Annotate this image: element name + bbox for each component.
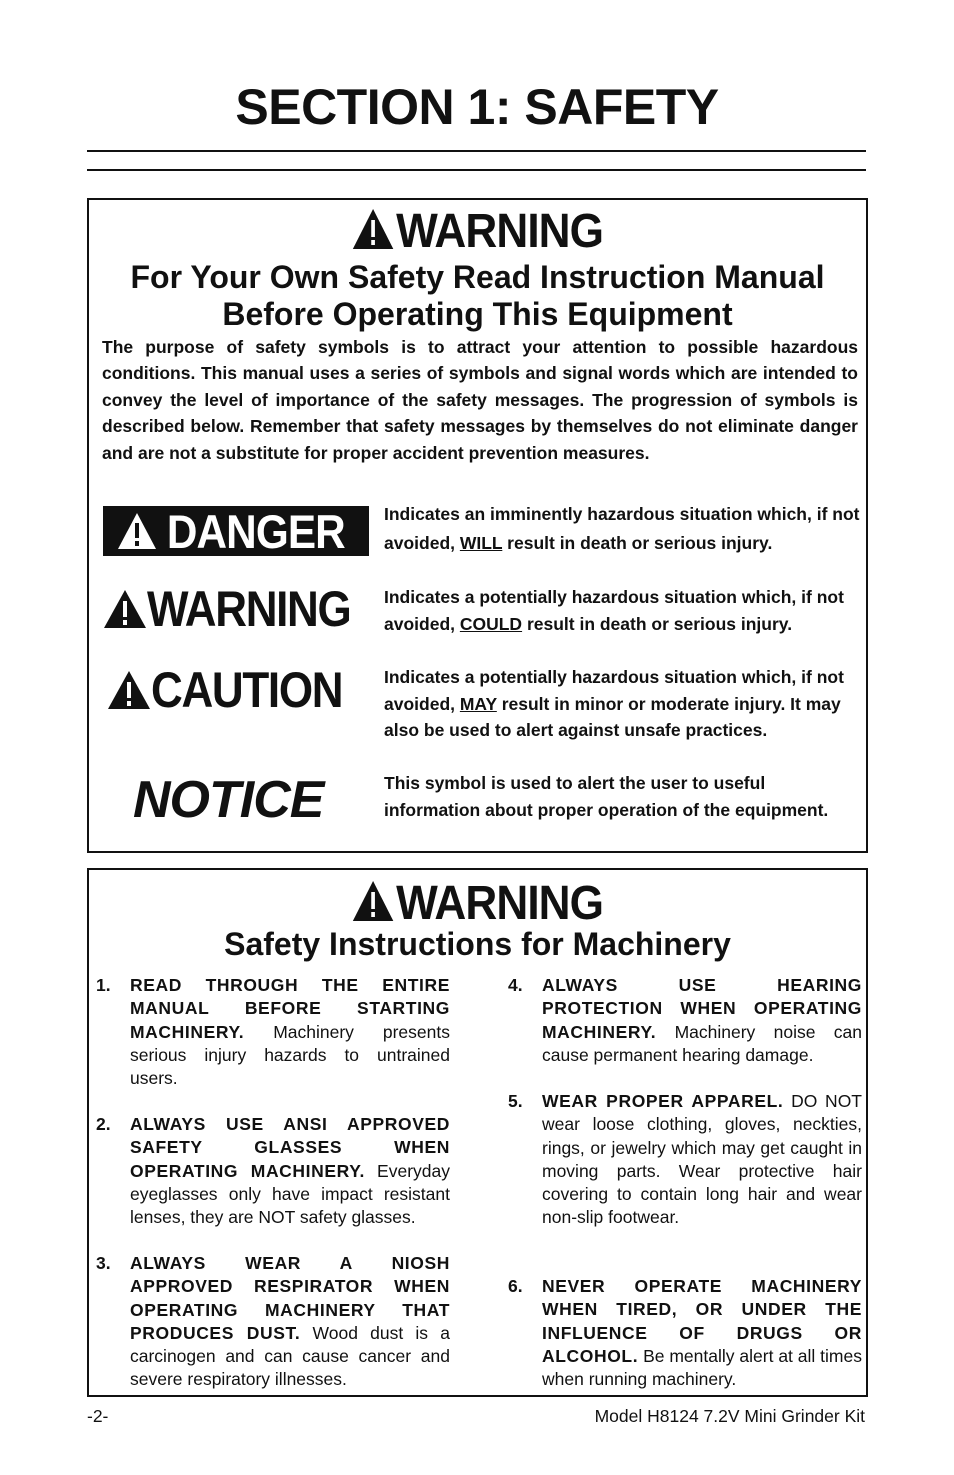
warning-signal xyxy=(103,581,378,637)
warning-label: WARNING xyxy=(147,581,351,637)
machinery-safety-box xyxy=(87,868,868,1397)
subtitle-line: Before Operating This Equipment xyxy=(222,296,733,332)
intro-paragraph: The purpose of safety symbols is to attract your attention to possible hazardous conditions. This manual uses a series of symbols and signal words which are intended to convey the level of importance of the safety messages. The progression of symbols is described below. Remember that safety messages by themselves do not eliminate danger and are not a substitute for proper accident prevention measures. xyxy=(102,337,858,463)
warning-triangle-icon xyxy=(352,207,394,262)
warning-triangle-icon xyxy=(103,589,147,629)
divider xyxy=(87,150,866,152)
warning-triangle-icon xyxy=(107,670,151,710)
danger-signal xyxy=(103,506,369,556)
box-subtitle xyxy=(89,259,866,333)
caution-label: CAUTION xyxy=(151,662,343,718)
list-item: 5. WEAR PROPER APPAREL. DO NOT wear loose clothing, gloves, neckties, rings, or jewelry which may get caught in moving parts. Wear protective hair covering to contain long hair and wear non-slip footwear. xyxy=(508,1091,862,1228)
warning-header-text: WARNING xyxy=(396,877,604,930)
divider xyxy=(87,169,866,171)
list-item: 6. NEVER OPERATE MACHINERY WHEN TIRED, OR UNDER THE INFLUENCE OF DRUGS OR ALCOHOL. Be mentally alert at all times when running machinery. xyxy=(508,1276,862,1390)
page-title: SECTION 1: SAFETY xyxy=(235,79,719,135)
notice-description: This symbol is used to alert the user to useful information about proper operation of the equipment. xyxy=(384,773,829,820)
page-number: -2- xyxy=(87,1406,109,1426)
warning-header xyxy=(120,204,835,262)
model-name: Model H8124 7.2V Mini Grinder Kit xyxy=(594,1406,865,1426)
notice-signal: NOTICE xyxy=(133,771,324,829)
caution-description: Indicates a potentially hazardous situation which, if not avoided, MAY result in minor or moderate injury. It may also be used to alert against unsafe practices. xyxy=(384,667,844,740)
list-item: 4. ALWAYS USE HEARING PROTECTION WHEN OPERATING MACHINERY. Machinery noise can cause permanent hearing damage. xyxy=(508,975,862,1065)
warning-description: Indicates a potentially hazardous situation which, if not avoided, COULD result in death or serious injury. xyxy=(384,587,844,634)
box-subtitle: Safety Instructions for Machinery xyxy=(224,926,731,962)
danger-description: Indicates an imminently hazardous situation which, if not avoided, WILL result in death or serious injury. xyxy=(384,504,860,553)
danger-label: DANGER xyxy=(167,504,345,558)
list-item: 3. ALWAYS WEAR A NIOSH APPROVED RESPIRATOR WHEN OPERATING MACHINERY THAT PRODUCES DUST. Wood dust is a carcinogen and can cause cancer and severe respiratory illnesses. xyxy=(96,1253,450,1390)
subtitle-line: For Your Own Safety Read Instruction Manual xyxy=(130,259,825,295)
caution-signal xyxy=(107,662,368,718)
warning-header-text: WARNING xyxy=(396,205,604,258)
list-item: 1. READ THROUGH THE ENTIRE MANUAL BEFORE STARTING MACHINERY. Machinery presents serious injury hazards to untrained users. xyxy=(96,975,450,1089)
list-item: 2. ALWAYS USE ANSI APPROVED SAFETY GLASSES WHEN OPERATING MACHINERY. Everyday eyeglasses only have impact resistant lenses, they are NOT safety glasses. xyxy=(96,1114,450,1228)
warning-triangle-icon xyxy=(117,512,157,550)
safety-symbols-box xyxy=(87,198,868,853)
